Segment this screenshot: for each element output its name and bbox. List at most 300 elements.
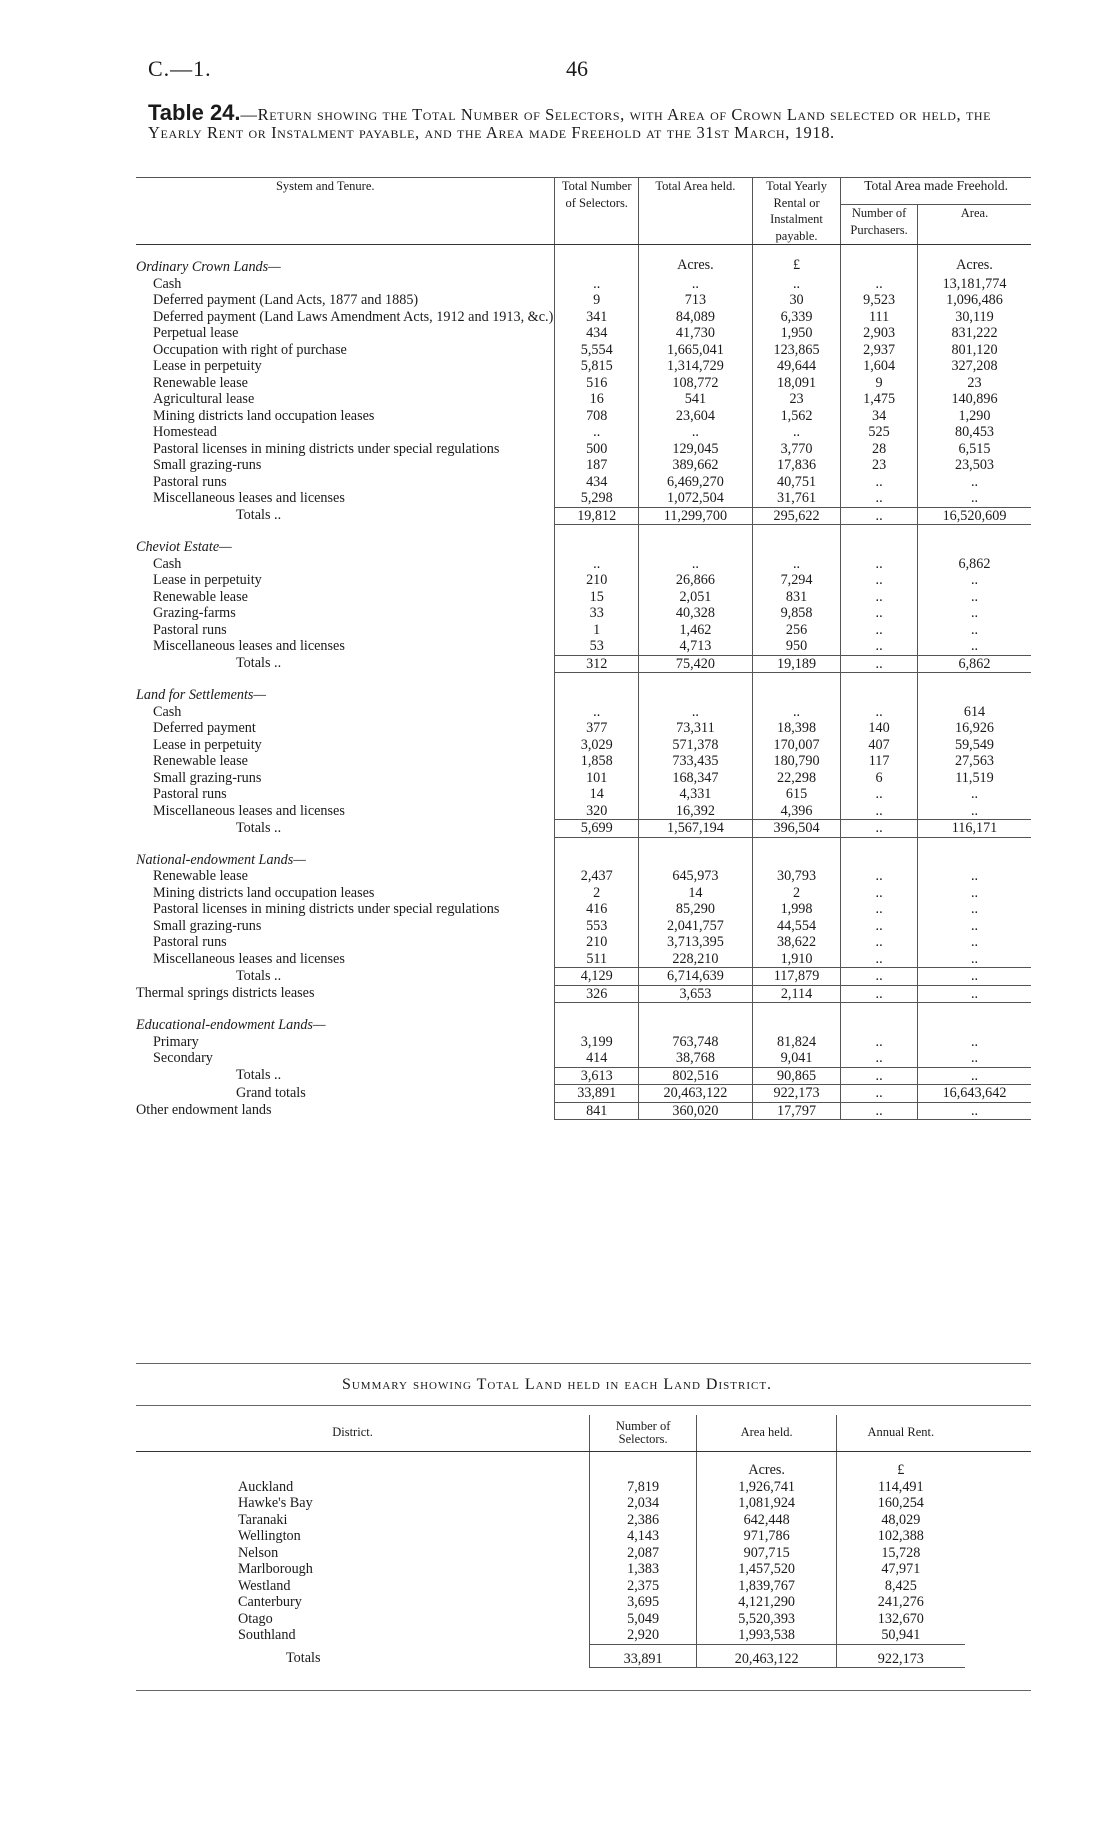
district-area: 5,520,393 xyxy=(697,1611,837,1628)
cell-area: 1,665,041 xyxy=(638,342,752,359)
empty-cell xyxy=(752,1015,840,1034)
district-name: Hawke's Bay xyxy=(238,1495,313,1511)
table-row xyxy=(136,918,1031,935)
cell-selectors: 1,858 xyxy=(555,753,638,770)
empty-cell xyxy=(965,1644,1032,1668)
cell-rental: 2 xyxy=(752,885,840,902)
selectors-table xyxy=(136,177,1031,1120)
cell-purchasers: 117 xyxy=(841,753,918,770)
cell-area: 73,311 xyxy=(638,720,752,737)
summary-units-row xyxy=(136,1462,1031,1479)
cell-freehold-area: .. xyxy=(917,622,1031,639)
cell-purchasers: .. xyxy=(841,276,918,293)
cell-selectors: .. xyxy=(555,424,638,441)
section-heading-row xyxy=(136,685,1031,704)
cell-area: .. xyxy=(638,424,752,441)
cell-selectors: 210 xyxy=(555,934,638,951)
summary-title: Summary showing Total Land held in each Land District. xyxy=(341,1376,773,1393)
cell-freehold-area: 16,926 xyxy=(917,720,1031,737)
empty-cell xyxy=(752,245,840,258)
cell-rental: 9,041 xyxy=(752,1050,840,1067)
cell-freehold-area: 6,515 xyxy=(917,441,1031,458)
table-row xyxy=(136,1034,1031,1051)
row-label: Mining districts land occupation leases xyxy=(153,884,375,901)
col-header-purchasers: Number of Purchasers. xyxy=(841,205,918,245)
table-row xyxy=(136,885,1031,902)
cell-area: 40,328 xyxy=(638,605,752,622)
section-title: National-endowment Lands— xyxy=(136,851,306,868)
cell-selectors: 16 xyxy=(555,391,638,408)
empty-cell xyxy=(752,837,840,850)
cell-freehold-area: .. xyxy=(917,885,1031,902)
table-row xyxy=(136,589,1031,606)
cell-selectors: 53 xyxy=(555,638,638,655)
summary-top-rule xyxy=(136,1363,1031,1364)
cell-selectors: 2 xyxy=(555,885,638,902)
cell-freehold-area: .. xyxy=(917,490,1031,507)
cell-area: 763,748 xyxy=(638,1034,752,1051)
row-label: Cash xyxy=(153,275,182,292)
cell-rental: 18,398 xyxy=(752,720,840,737)
empty-cell xyxy=(555,850,638,869)
table-row xyxy=(136,1050,1031,1067)
row-label: Pastoral runs xyxy=(153,621,227,638)
cell-freehold-area: .. xyxy=(917,572,1031,589)
cell-selectors: 414 xyxy=(555,1050,638,1067)
unit-rent: £ xyxy=(752,257,840,276)
cell-freehold-area: 80,453 xyxy=(917,424,1031,441)
empty-cell xyxy=(965,1627,1032,1644)
cell-rental: 1,910 xyxy=(752,951,840,968)
empty-cell xyxy=(638,525,752,538)
table-row xyxy=(136,951,1031,968)
summary-header-rule xyxy=(136,1405,1031,1406)
cell-purchasers: .. xyxy=(841,1050,918,1067)
summary-row xyxy=(136,1561,1031,1578)
totals-selectors: 5,699 xyxy=(555,820,638,838)
col-header-rental: Total Yearly Rental or Instalment payable. xyxy=(752,178,840,245)
cell-freehold-area: 1,290 xyxy=(917,408,1031,425)
district-rent: 50,941 xyxy=(837,1627,965,1644)
unit-area: Acres. xyxy=(638,257,752,276)
empty-cell xyxy=(136,525,555,538)
summary-row xyxy=(136,1578,1031,1595)
cell-rental: 44,554 xyxy=(752,918,840,935)
table-row xyxy=(136,292,1031,309)
row-label: Cash xyxy=(153,555,182,572)
empty-cell xyxy=(638,245,752,258)
cell-purchasers: .. xyxy=(841,1034,918,1051)
summary-totals-rent: 922,173 xyxy=(837,1644,965,1668)
cell-selectors: 511 xyxy=(555,951,638,968)
spacer-row xyxy=(136,837,1031,850)
col-header-freehold-area: Area. xyxy=(917,205,1031,245)
row-label: Miscellaneous leases and licenses xyxy=(153,802,345,819)
table-row xyxy=(136,325,1031,342)
cell-selectors: 5,298 xyxy=(555,490,638,507)
cell-rental: .. xyxy=(752,276,840,293)
empty-cell xyxy=(965,1594,1032,1611)
empty-cell xyxy=(136,673,555,686)
cell-purchasers: .. xyxy=(841,868,918,885)
totals-selectors: 3,613 xyxy=(555,1067,638,1085)
cell-area: 228,210 xyxy=(638,951,752,968)
cell-purchasers: .. xyxy=(841,951,918,968)
district-selectors: 1,383 xyxy=(590,1561,697,1578)
table-row xyxy=(136,457,1031,474)
district-rent: 48,029 xyxy=(837,1512,965,1529)
col-header-freehold: Total Area made Freehold. xyxy=(841,178,1031,205)
cell-rental: 2,114 xyxy=(752,985,840,1003)
row-label: Pastoral licenses in mining districts under special regulations xyxy=(153,440,500,457)
totals-rental: 922,173 xyxy=(752,1085,840,1103)
empty-cell xyxy=(638,537,752,556)
totals-area: 75,420 xyxy=(638,655,752,673)
totals-freehold-area: 116,171 xyxy=(917,820,1031,838)
cell-selectors: 15 xyxy=(555,589,638,606)
district-name: Otago xyxy=(238,1610,273,1627)
empty-cell xyxy=(752,673,840,686)
district-selectors: 2,034 xyxy=(590,1495,697,1512)
row-label: Lease in perpetuity xyxy=(153,736,262,753)
summary-col-pad xyxy=(965,1415,1032,1452)
district-selectors: 2,920 xyxy=(590,1627,697,1644)
cell-selectors: 416 xyxy=(555,901,638,918)
totals-rental: 396,504 xyxy=(752,820,840,838)
district-area: 4,121,290 xyxy=(697,1594,837,1611)
district-selectors: 3,695 xyxy=(590,1594,697,1611)
cell-area: .. xyxy=(638,276,752,293)
cell-purchasers: 34 xyxy=(841,408,918,425)
district-rent: 102,388 xyxy=(837,1528,965,1545)
cell-freehold-area: .. xyxy=(917,918,1031,935)
cell-selectors: 33 xyxy=(555,605,638,622)
row-label: Miscellaneous leases and licenses xyxy=(153,638,345,654)
cell-area: 26,866 xyxy=(638,572,752,589)
totals-row xyxy=(136,507,1031,525)
cell-area: .. xyxy=(638,704,752,721)
cell-freehold-area: .. xyxy=(917,638,1031,655)
table-row xyxy=(136,474,1031,491)
report-reference: C.—1. xyxy=(148,56,212,81)
table-row xyxy=(136,770,1031,787)
cell-area: 168,347 xyxy=(638,770,752,787)
cell-selectors: 341 xyxy=(555,309,638,326)
spacer-row xyxy=(136,673,1031,686)
district-selectors: 4,143 xyxy=(590,1528,697,1545)
cell-area: 360,020 xyxy=(638,1102,752,1120)
cell-freehold-area: 30,119 xyxy=(917,309,1031,326)
cell-rental: 1,562 xyxy=(752,408,840,425)
cell-rental: 23 xyxy=(752,391,840,408)
row-label: Pastoral runs xyxy=(153,934,227,950)
row-label: Miscellaneous leases and licenses xyxy=(153,490,345,506)
cell-rental: 4,396 xyxy=(752,803,840,820)
section-title: Cheviot Estate— xyxy=(136,539,232,555)
cell-purchasers: 23 xyxy=(841,457,918,474)
cell-rental: 49,644 xyxy=(752,358,840,375)
cell-area: 1,314,729 xyxy=(638,358,752,375)
summary-table xyxy=(136,1415,1031,1668)
cell-purchasers: .. xyxy=(841,572,918,589)
totals-row xyxy=(136,820,1031,838)
cell-freehold-area: .. xyxy=(917,786,1031,803)
cell-area: 1,462 xyxy=(638,622,752,639)
cell-freehold-area: .. xyxy=(917,1034,1031,1051)
summary-totals-row xyxy=(136,1644,1031,1668)
spacer-row xyxy=(136,1003,1031,1016)
cell-area: 85,290 xyxy=(638,901,752,918)
empty-cell xyxy=(752,537,840,556)
cell-selectors: .. xyxy=(555,556,638,573)
empty-cell xyxy=(917,1003,1031,1016)
cell-rental: 615 xyxy=(752,786,840,803)
row-label: Occupation with right of purchase xyxy=(153,341,347,358)
cell-purchasers: .. xyxy=(841,918,918,935)
empty-cell xyxy=(752,685,840,704)
cell-freehold-area: 23 xyxy=(917,375,1031,392)
summary-unit-rent: £ xyxy=(837,1462,965,1479)
cell-purchasers: .. xyxy=(841,556,918,573)
row-label: Renewable lease xyxy=(153,868,248,884)
district-rent: 241,276 xyxy=(837,1594,965,1611)
cell-area: 6,469,270 xyxy=(638,474,752,491)
cell-rental: 180,790 xyxy=(752,753,840,770)
cell-selectors: 3,199 xyxy=(555,1034,638,1051)
totals-label: Grand totals xyxy=(236,1084,306,1101)
cell-area: 2,051 xyxy=(638,589,752,606)
district-selectors: 2,386 xyxy=(590,1512,697,1529)
cell-rental: 18,091 xyxy=(752,375,840,392)
cell-area: 1,072,504 xyxy=(638,490,752,507)
totals-selectors: 19,812 xyxy=(555,507,638,525)
spacer-row xyxy=(136,245,1031,258)
totals-purchasers: .. xyxy=(841,1067,918,1085)
cell-purchasers: 6 xyxy=(841,770,918,787)
cell-selectors: 210 xyxy=(555,572,638,589)
cell-rental: 6,339 xyxy=(752,309,840,326)
row-label: Renewable lease xyxy=(153,753,248,769)
empty-cell xyxy=(136,1452,590,1463)
totals-area: 1,567,194 xyxy=(638,820,752,838)
totals-label: Totals .. xyxy=(236,1067,282,1083)
empty-cell xyxy=(841,673,918,686)
cell-purchasers: .. xyxy=(841,934,918,951)
cell-area: 108,772 xyxy=(638,375,752,392)
empty-cell xyxy=(136,245,555,258)
cell-area: 38,768 xyxy=(638,1050,752,1067)
empty-cell xyxy=(555,685,638,704)
row-label: Small grazing-runs xyxy=(153,769,262,786)
cell-freehold-area: 27,563 xyxy=(917,753,1031,770)
row-label: Primary xyxy=(153,1033,199,1050)
row-label: Renewable lease xyxy=(153,588,248,605)
cell-purchasers: .. xyxy=(841,786,918,803)
col-header-area: Total Area held. xyxy=(638,178,752,245)
empty-cell xyxy=(917,245,1031,258)
table-row xyxy=(136,408,1031,425)
district-name: Southland xyxy=(238,1627,296,1643)
table-row xyxy=(136,309,1031,326)
section-heading-row xyxy=(136,537,1031,556)
empty-cell xyxy=(555,525,638,538)
table-caption: —Return showing the Total Number of Selectors, with Area of Crown Land selected or held, the Yearly Rent or Instalment payable, and the Area made Freehold at the 31st March, 1918. xyxy=(148,105,992,142)
empty-cell xyxy=(555,1003,638,1016)
table-row xyxy=(136,985,1031,1003)
cell-selectors: 377 xyxy=(555,720,638,737)
table-row xyxy=(136,704,1031,721)
cell-freehold-area: .. xyxy=(917,474,1031,491)
empty-cell xyxy=(841,525,918,538)
cell-area: 84,089 xyxy=(638,309,752,326)
row-label: Lease in perpetuity xyxy=(153,572,262,588)
cell-freehold-area: .. xyxy=(917,1050,1031,1067)
empty-cell xyxy=(555,537,638,556)
district-name: Westland xyxy=(238,1577,291,1594)
district-name: Nelson xyxy=(238,1544,279,1561)
cell-rental: 17,797 xyxy=(752,1102,840,1120)
empty-cell xyxy=(136,837,555,850)
row-label: Lease in perpetuity xyxy=(153,358,262,374)
row-label: Agricultural lease xyxy=(153,391,255,407)
table-row xyxy=(136,572,1031,589)
summary-row xyxy=(136,1528,1031,1545)
page-number: 46 xyxy=(566,56,588,81)
cell-selectors: 320 xyxy=(555,803,638,820)
cell-area: 23,604 xyxy=(638,408,752,425)
cell-rental: 1,998 xyxy=(752,901,840,918)
summary-col-district: District. xyxy=(136,1415,590,1452)
district-rent: 114,491 xyxy=(837,1479,965,1496)
cell-rental: 38,622 xyxy=(752,934,840,951)
cell-purchasers: 407 xyxy=(841,737,918,754)
empty-cell xyxy=(590,1452,697,1463)
district-name: Marlborough xyxy=(238,1561,313,1577)
cell-area: 3,653 xyxy=(638,985,752,1003)
empty-cell xyxy=(555,837,638,850)
totals-purchasers: .. xyxy=(841,655,918,673)
cell-area: 3,713,395 xyxy=(638,934,752,951)
empty-cell xyxy=(841,837,918,850)
empty-cell xyxy=(752,1003,840,1016)
empty-cell xyxy=(917,850,1031,869)
cell-rental: 256 xyxy=(752,622,840,639)
row-label: Renewable lease xyxy=(153,374,248,391)
cell-purchasers: .. xyxy=(841,1102,918,1120)
cell-rental: 17,836 xyxy=(752,457,840,474)
table-title xyxy=(148,100,1028,142)
summary-row xyxy=(136,1545,1031,1562)
cell-area: 713 xyxy=(638,292,752,309)
summary-bottom-rule xyxy=(136,1690,1031,1691)
cell-selectors: .. xyxy=(555,276,638,293)
cell-selectors: 5,554 xyxy=(555,342,638,359)
empty-cell xyxy=(841,685,918,704)
cell-selectors: 9 xyxy=(555,292,638,309)
cell-selectors: 187 xyxy=(555,457,638,474)
district-selectors: 7,819 xyxy=(590,1479,697,1496)
cell-area: 733,435 xyxy=(638,753,752,770)
cell-purchasers: .. xyxy=(841,490,918,507)
table-row xyxy=(136,901,1031,918)
cell-purchasers: .. xyxy=(841,704,918,721)
cell-rental: 31,761 xyxy=(752,490,840,507)
table-row xyxy=(136,605,1031,622)
empty-cell xyxy=(841,850,918,869)
summary-header-row xyxy=(136,1415,1031,1452)
cell-area: 2,041,757 xyxy=(638,918,752,935)
empty-cell xyxy=(638,1003,752,1016)
empty-cell xyxy=(555,245,638,258)
empty-cell xyxy=(638,673,752,686)
totals-rental: 90,865 xyxy=(752,1067,840,1085)
cell-area: 16,392 xyxy=(638,803,752,820)
row-label: Deferred payment xyxy=(153,720,256,736)
row-label: Pastoral licenses in mining districts under special regulations xyxy=(153,901,500,917)
cell-purchasers: 140 xyxy=(841,720,918,737)
cell-area: 645,973 xyxy=(638,868,752,885)
cell-selectors: 500 xyxy=(555,441,638,458)
cell-freehold-area: 801,120 xyxy=(917,342,1031,359)
empty-cell xyxy=(965,1528,1032,1545)
totals-freehold-area: 6,862 xyxy=(917,655,1031,673)
summary-col-area: Area held. xyxy=(697,1415,837,1452)
row-label: Small grazing-runs xyxy=(153,457,262,473)
cell-rental: 9,858 xyxy=(752,605,840,622)
totals-selectors: 4,129 xyxy=(555,968,638,986)
totals-label: Totals .. xyxy=(236,655,282,671)
spacer-row xyxy=(136,525,1031,538)
totals-freehold-area: .. xyxy=(917,1067,1031,1085)
empty-cell xyxy=(917,837,1031,850)
cell-freehold-area: 59,549 xyxy=(917,737,1031,754)
empty-cell xyxy=(841,537,918,556)
district-area: 1,926,741 xyxy=(697,1479,837,1496)
cell-rental: 1,950 xyxy=(752,325,840,342)
section-heading-row xyxy=(136,257,1031,276)
district-rent: 15,728 xyxy=(837,1545,965,1562)
cell-selectors: 2,437 xyxy=(555,868,638,885)
cell-selectors: 434 xyxy=(555,325,638,342)
cell-freehold-area: .. xyxy=(917,605,1031,622)
cell-freehold-area: .. xyxy=(917,901,1031,918)
row-label: Other endowment lands xyxy=(136,1102,272,1118)
totals-label: Totals .. xyxy=(236,507,282,523)
totals-row xyxy=(136,655,1031,673)
cell-rental: 123,865 xyxy=(752,342,840,359)
cell-freehold-area: .. xyxy=(917,803,1031,820)
cell-selectors: 841 xyxy=(555,1102,638,1120)
table-row xyxy=(136,622,1031,639)
summary-table-body xyxy=(136,1415,1031,1668)
summary-unit-area: Acres. xyxy=(697,1462,837,1479)
grand-totals-row xyxy=(136,1085,1031,1103)
table-label: Table 24. xyxy=(148,100,241,125)
table-row xyxy=(136,868,1031,885)
row-label: Thermal springs districts leases xyxy=(136,985,315,1001)
col-header-system: System and Tenure. xyxy=(136,178,555,245)
cell-area: 41,730 xyxy=(638,325,752,342)
table-row xyxy=(136,720,1031,737)
table-row xyxy=(136,786,1031,803)
summary-spacer-row xyxy=(136,1452,1031,1463)
cell-freehold-area: 23,503 xyxy=(917,457,1031,474)
totals-freehold-area: 16,520,609 xyxy=(917,507,1031,525)
empty-cell xyxy=(965,1479,1032,1496)
table-row xyxy=(136,934,1031,951)
district-rent: 132,670 xyxy=(837,1611,965,1628)
table-row xyxy=(136,490,1031,507)
